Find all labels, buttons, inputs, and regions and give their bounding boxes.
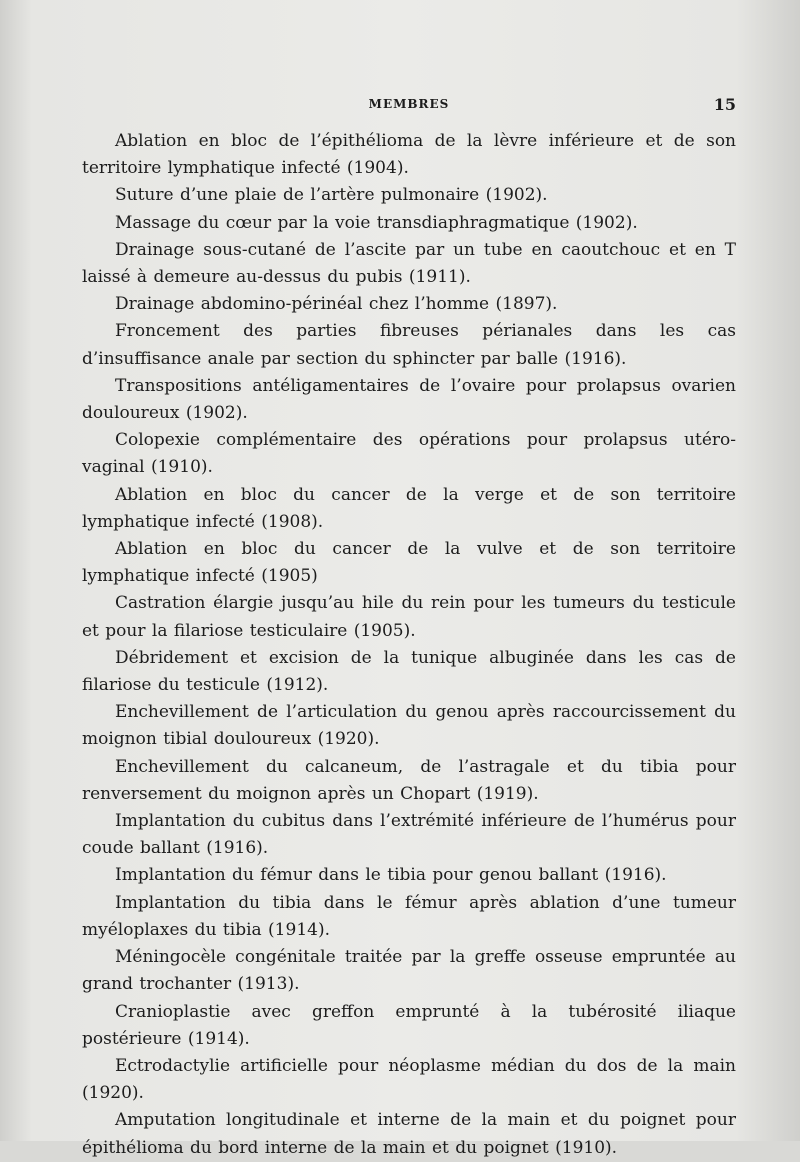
paragraph: Drainage sous-cutané de l’ascite par un tube en caoutchouc et en T laissé à demeure au-dessus du pubis (1911). [82, 239, 736, 288]
paragraph: Suture d’une plaie de l’artère pulmonaire (1902). [115, 185, 548, 206]
paragraph: Amputation longitudinale et interne de la main et du poignet pour épithélioma du bord interne de la main et du poignet (1910). [82, 1110, 736, 1158]
page-body [82, 128, 736, 1162]
paragraph: Méningocèle congénitale traitée par la greffe osseuse empruntée au grand trochanter (1913). [82, 947, 736, 995]
paragraph: Drainage abdomino-périnéal chez l’homme (1897). [115, 294, 558, 315]
paragraph: Débridement et excision de la tunique albuginée dans les cas de filariose du testicule (1912). [82, 647, 736, 696]
paragraph: Implantation du tibia dans le fémur après ablation d’une tumeur myéloplaxes du tibia (1914). [82, 892, 736, 940]
paragraph: Ablation en bloc du cancer de la vulve et de son territoire lymphatique infecté (1905) [82, 539, 736, 587]
paragraph: Cranioplastie avec greffon emprunté à la tubérosité iliaque postérieure (1914). [82, 1001, 736, 1049]
paragraph: Enchevillement de l’articulation du genou après raccourcissement du moignon tibial douloureux (1920). [82, 702, 736, 750]
page-number: 15 [713, 95, 736, 114]
paragraph: Colopexie complémentaire des opérations pour prolapsus utéro-vaginal (1910). [82, 430, 736, 478]
paragraph: Ablation en bloc du cancer de la verge et de son territoire lymphatique infecté (1908). [82, 484, 736, 532]
paragraph: Implantation du cubitus dans l’extrémité inférieure de l’humérus pour coude ballant (1916). [82, 811, 736, 859]
paragraph: Transpositions antéligamentaires de l’ovaire pour prolapsus ovarien douloureux (1902). [82, 375, 736, 424]
page-header [82, 95, 736, 115]
paragraph: Ectrodactylie artificielle pour néoplasme médian du dos de la main (1920). [82, 1055, 736, 1104]
paragraph: Ablation en bloc de l’épithélioma de la lèvre inférieure et de son territoire lymphatique infecté (1904). [82, 131, 736, 179]
paragraph: Massage du cœur par la voie transdiaphragmatique (1902). [115, 212, 638, 233]
running-title: MEMBRES [368, 97, 450, 111]
paragraph: Enchevillement du calcaneum, de l’astragale et du tibia pour renversement du moignon après un Chopart (1919). [82, 756, 736, 804]
paragraph: Froncement des parties fibreuses périanales dans les cas d’insuffisance anale par section du sphincter par balle (1916). [82, 321, 736, 369]
paragraph: Implantation du fémur dans le tibia pour genou ballant (1916). [115, 865, 667, 886]
paragraph: Castration élargie jusqu’au hile du rein pour les tumeurs du testicule et pour la filariose testiculaire (1905). [82, 593, 736, 641]
